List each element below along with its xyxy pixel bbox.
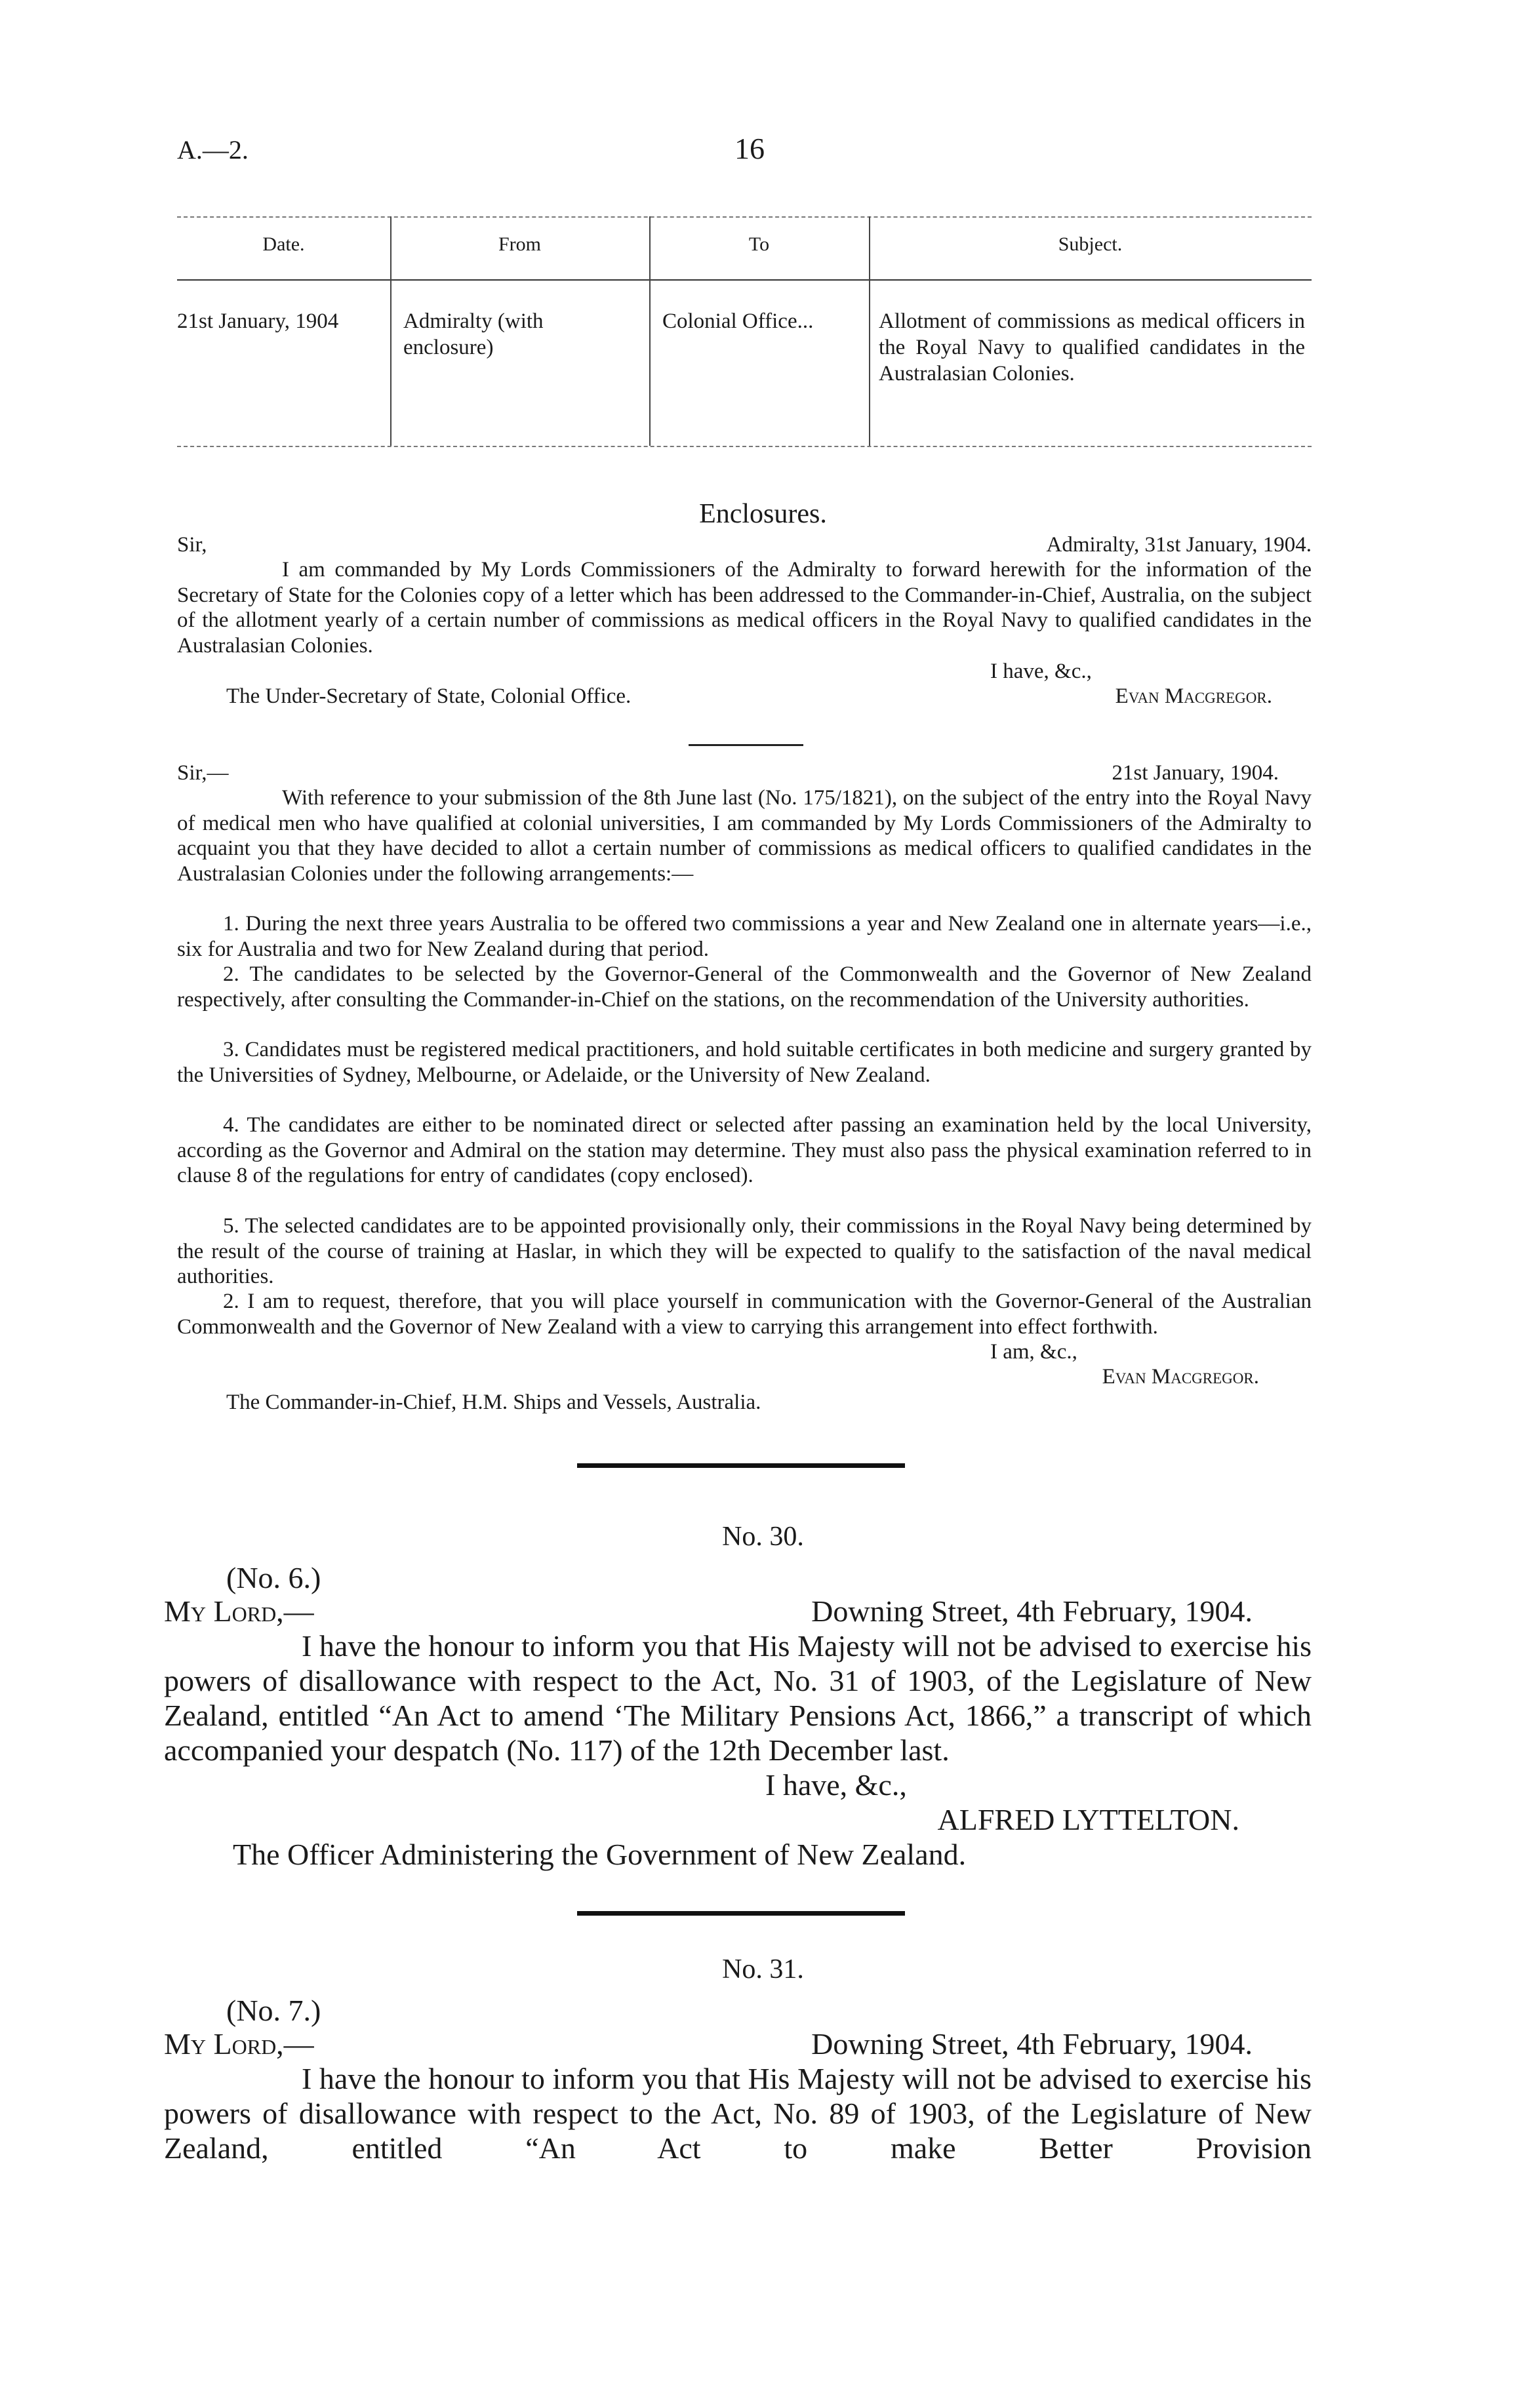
no31-body: I have the honour to inform you that His Majesty will not be advised to exercise his powers of disallowance with respect to the Act, No. 89 of 1903, of the Legislature of New Zealand, entitled “An Act to make Better Provision [164,2062,1312,2165]
summary-table [177,216,1312,452]
letter2-item-2: 2. The candidates to be selected by the Governor-General of the Commonwealth and the Governor of New Zealand respectively, after consulting the Commander-in-Chief on the stations, on the recommendation of the University authorities. [177,962,1312,1012]
letter2-item-3: 3. Candidates must be registered medical practitioners, and hold suitable certificates in both medicine and surgery granted by the Universities of Sydney, Melbourne, or Adelaide, or the University of New Zealand. [177,1038,1312,1087]
letter1-signature: Evan Macgregor. [1115,684,1272,708]
page-number: 16 [734,132,765,165]
cell-date: 21st January, 1904 [177,309,339,333]
no30-place-date: Downing Street, 4th February, 1904. [811,1594,1253,1628]
table-bottom-rule [177,446,1312,447]
letter2-date: 21st January, 1904. [1112,761,1279,785]
no30-salutation: My Lord,— [164,1594,314,1628]
cell-subject: Allotment of commissions as medical officers in the Royal Navy to qualified candidates in the Australasian Colonies. [879,309,1305,385]
letter1-salutation: Sir, [177,533,207,557]
cell-from: Admiralty (with enclosure) [403,309,544,359]
letter2-item-4: 4. The candidates are either to be nominated direct or selected after passing an examination held by the local University, according as the Governor and Admiral on the station may determine. They must also pass the physical examination referred to in clause 8 of the regulations for entry of candidates (copy enclosed). [177,1113,1312,1187]
no30-addressee: The Officer Administering the Government of New Zealand. [233,1838,967,1871]
no30-closing: I have, &c., [757,1767,907,1802]
letter2-addressee: The Commander-in-Chief, H.M. Ships and Vessels, Australia. [226,1391,761,1414]
letter2-closing: I am, &c., [984,1339,1077,1365]
letter2-item-5: 5. The selected candidates are to be appointed provisionally only, their commissions in the Royal Navy being determined by the result of the course of training at Haslar, in which they will be expected to qualify to the satisfaction of the naval medical authorities. [177,1214,1312,1288]
column-header-date: Date. [262,233,305,255]
no30-body: I have the honour to inform you that His Majesty will not be advised to exercise his powers of disallowance with respect to the Act, No. 31 of 1903, of the Legislature of New Zealand, entitled “An Act to amend ‘The Military Pensions Act, 1866,” a transcript of which accompanied your despatch (No. 117) of the 12th December last. [164,1629,1312,1767]
letter1-body: I am commanded by My Lords Commissioners of the Admiralty to forward herewith for the information of the Secretary of State for the Colonies copy of a letter which has been addressed to the Commander-in-Chief, Australia, on the subject of the allotment yearly of a certain number of commissions as medical officers in the Royal Navy to qualified candidates in the Australasian Colonies. [177,558,1312,658]
no30-ref: (No. 6.) [226,1561,321,1594]
cell-to: Colonial Office... [662,309,814,333]
section-divider [577,1463,905,1468]
column-header-subject: Subject. [1058,233,1123,255]
no30-signature: ALFRED LYTTELTON. [937,1803,1239,1836]
letter2-item-1: 1. During the next three years Australia to be offered two commissions a year and New Zealand one in alternate years—i.e., six for Australia and two for New Zealand during that period. [177,912,1312,961]
no31-ref: (No. 7.) [226,1994,321,2027]
letter2-request: 2. I am to request, therefore, that you will place yourself in communication with the Governor-General of the Australian Commonwealth and the Governor of New Zealand with a view to carrying this arrangement into effect forthwith. [177,1290,1312,1339]
no31-place-date: Downing Street, 4th February, 1904. [811,2027,1253,2061]
column-header-to: To [748,233,770,255]
letter2-salutation: Sir,— [177,761,229,785]
letter2-signature: Evan Macgregor. [1102,1365,1259,1389]
table-top-rule [177,216,1312,218]
letter2-intro: With reference to your submission of the 8th June last (No. 175/1821), on the subject of the entry into the Royal Navy of medical men who have qualified at colonial universities, I am commanded by My Lords Commissioners of the Admiralty to acquaint you that they have decided to allot a certain number of commissions as medical officers to qualified candidates in the Australasian Colonies under the following arrangements:— [177,786,1312,886]
no31-title: No. 31. [722,1954,804,1984]
letter1-place-date: Admiralty, 31st January, 1904. [1046,533,1312,557]
letter1-addressee: The Under-Secretary of State, Colonial Office. [226,684,632,708]
section-divider [577,1911,905,1916]
column-header-from: From [498,233,541,255]
enclosures-heading: Enclosures. [699,499,827,529]
no31-salutation: My Lord,— [164,2027,314,2061]
section-divider [689,744,803,746]
letter1-closing: I have, &c., [990,660,1092,683]
document-reference: A.—2. [177,135,249,165]
no30-title: No. 30. [722,1522,804,1552]
table-header-rule [177,279,1312,281]
